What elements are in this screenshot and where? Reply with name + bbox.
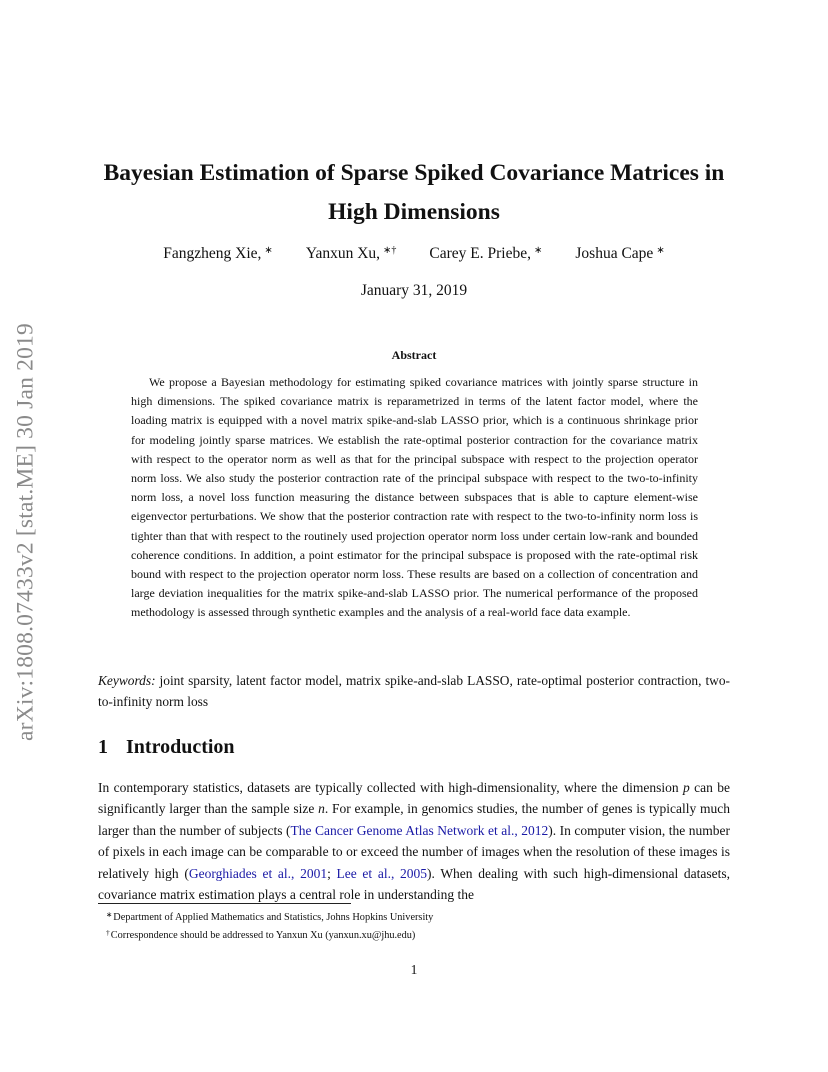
author-name: Fangzheng Xie,	[163, 245, 262, 262]
intro-text: In contemporary statistics, datasets are typically collected with high-dimensionality, where the dimension	[98, 780, 683, 795]
abstract-text: We propose a Bayesian methodology for estimating spiked covariance matrices with jointly sparse structure in high dimensions. The spiked covariance matrix is reparametrized in terms of the latent factor model, where the loading matrix is equipped with a novel matrix spike-and-slab LASSO prior, which is a continuous shrinkage prior for modeling jointly sparse matrices. We establish the rate-optimal posterior contraction for the covariance matrix with respect to the operator norm as well as that for the principal subspace with respect to the projection operator norm loss. We also study the posterior contraction rate of the principal subspace with respect to the two-to-infinity norm loss, a novel loss function measuring the distance between subspaces that is able to capture element-wise eigenvector perturbations. We show that the posterior contraction rate with respect to the two-to-infinity norm loss is tighter than that with respect to the routinely used projection operator norm loss under certain low-rank and bounded coherence conditions. In addition, a point estimator for the principal subspace is proposed with the rate-optimal risk bound with respect to the projection operator norm loss. These results are based on a collection of concentration and large deviation inequalities for the matrix spike-and-slab LASSO prior. The numerical performance of the proposed methodology is assessed through synthetic examples and the analysis of a real-world face data example.	[131, 375, 698, 620]
keywords	[98, 671, 730, 712]
intro-text: can be significantly larger than the sample size	[98, 780, 731, 817]
section-title: Introduction	[126, 736, 235, 758]
paper-date: January 31, 2019	[360, 282, 468, 299]
abstract-heading: Abstract	[391, 348, 437, 362]
footnote-text: Department of Applied Mathematics and Statistics, Johns Hopkins University	[113, 912, 434, 923]
section-heading	[98, 736, 235, 759]
footnote-mark: ∗	[106, 910, 113, 919]
arxiv-stamp-text: arXiv:1808.07433v2 [stat.ME] 30 Jan 2019	[12, 322, 39, 741]
author-mark: ∗	[264, 245, 273, 256]
citation-link[interactable]: Lee et al., 2005	[336, 865, 428, 881]
author-mark: ∗	[534, 245, 543, 256]
footnotes	[98, 908, 433, 943]
footnote-mark: †	[106, 927, 110, 937]
math-symbol: p	[682, 780, 690, 795]
author-name: Carey E. Priebe,	[429, 245, 531, 262]
author	[306, 245, 397, 263]
footnote	[98, 926, 433, 944]
author-name: Joshua Cape	[575, 245, 654, 262]
citation-link[interactable]: The Cancer Genome Atlas Network et al., 2012	[290, 822, 549, 838]
author-mark: ∗	[656, 245, 665, 256]
citation-link[interactable]: Georghiades et al., 2001	[188, 865, 328, 881]
footnote-divider	[98, 903, 351, 904]
arxiv-stamp	[6, 291, 46, 772]
footnote-text: Correspondence should be addressed to Yanxun Xu (yanxun.xu@jhu.edu)	[110, 929, 416, 941]
author	[575, 245, 664, 263]
author-list	[98, 245, 730, 263]
author-name: Yanxun Xu,	[305, 245, 381, 262]
author	[429, 245, 542, 263]
intro-text: ). When dealing with such high-dimensional datasets, covariance matrix estimation plays a central role in understanding the	[98, 865, 730, 903]
keywords-text: joint sparsity, latent factor model, matrix spike-and-slab LASSO, rate-optimal posterior contraction, two-to-infinity norm loss	[98, 673, 730, 709]
section-number: 1	[98, 736, 108, 758]
author-mark: ∗†	[383, 245, 397, 256]
math-symbol: n	[318, 801, 325, 817]
footnote	[98, 908, 433, 926]
keywords-label: Keywords:	[98, 673, 156, 688]
intro-text: ). In computer vision, the number of pixels in each image can be comparable to or exceed the number of images when the resolution of these images is relatively high (	[98, 822, 730, 881]
intro-text: ;	[327, 865, 337, 881]
author	[163, 245, 273, 263]
paper-title: Bayesian Estimation of Sparse Spiked Covariance Matrices in High Dimensions	[103, 160, 725, 225]
page-number: 1	[410, 962, 418, 977]
intro-paragraph	[98, 777, 730, 905]
intro-text: . For example, in genomics studies, the number of genes is typically much larger than the number of subjects (	[98, 801, 730, 838]
